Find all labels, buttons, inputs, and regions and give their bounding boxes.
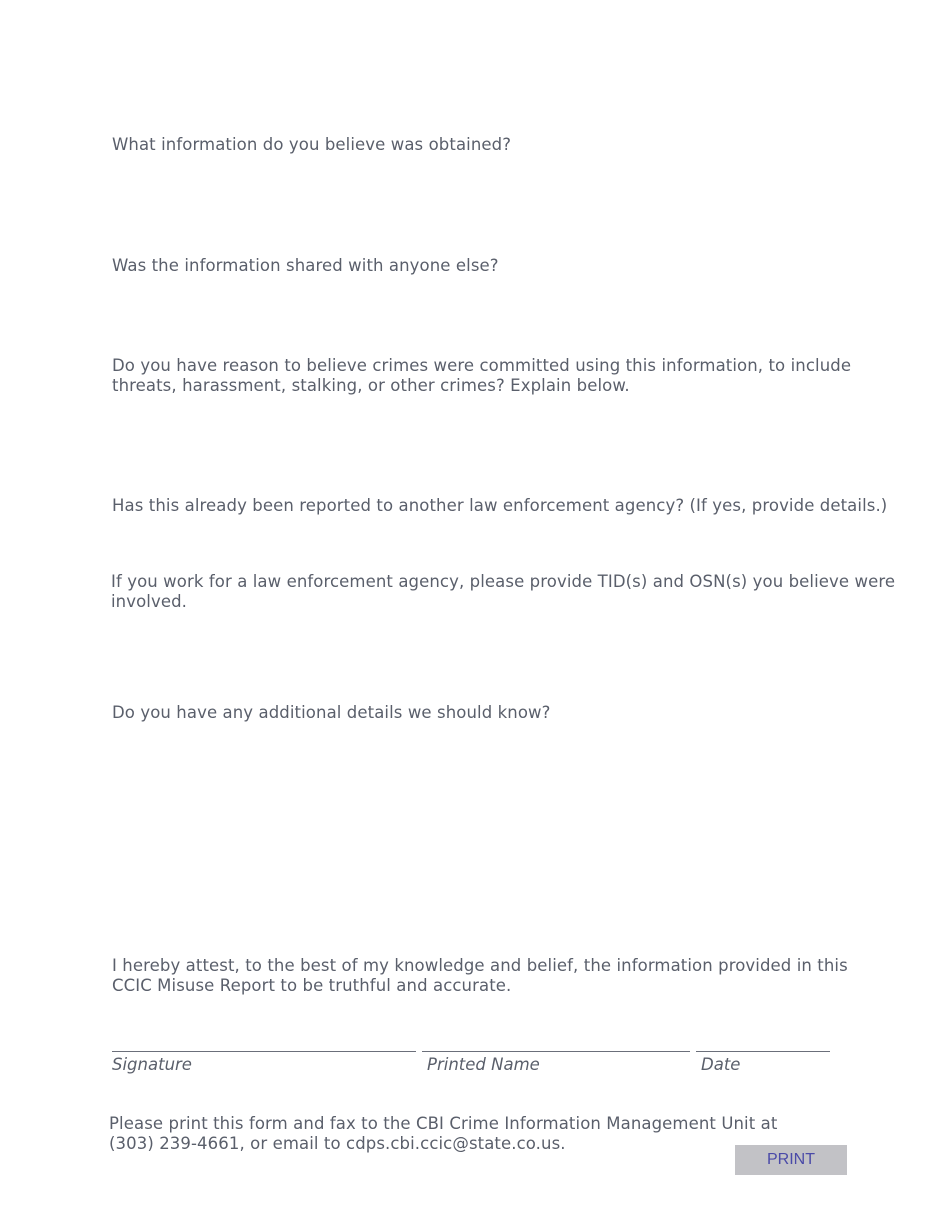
question-info-obtained: What information do you believe was obtained? (112, 135, 512, 154)
question-already-reported: Has this already been reported to another law enforcement agency? (If yes, provide details.) (112, 496, 888, 515)
date-label: Date (701, 1055, 741, 1074)
attestation-text: I hereby attest, to the best of my knowledge and belief, the information provided in this CCIC Misuse Report to be truthful and accurate. (112, 956, 848, 995)
question-crimes-committed: Do you have reason to believe crimes were committed using this information, to include threats, harassment, stalking, or other crimes? Explain below. (112, 356, 852, 395)
answer-tid-osn-field[interactable] (110, 617, 840, 697)
answer-already-reported-field[interactable] (110, 521, 840, 571)
answer-crimes-committed-field[interactable] (110, 401, 840, 491)
answer-info-obtained-field[interactable] (110, 160, 840, 250)
signature-line[interactable] (112, 1051, 416, 1052)
answer-additional-details-field[interactable] (110, 728, 840, 948)
print-button[interactable]: PRINT (735, 1145, 847, 1175)
answer-info-shared-field[interactable] (110, 281, 840, 351)
question-info-shared: Was the information shared with anyone else? (112, 256, 499, 275)
question-additional-details: Do you have any additional details we should know? (112, 703, 551, 722)
question-tid-osn: If you work for a law enforcement agency, please provide TID(s) and OSN(s) you believe were involved. (111, 572, 896, 611)
printed-name-line[interactable] (422, 1051, 690, 1052)
printed-name-label: Printed Name (427, 1055, 540, 1074)
date-line[interactable] (696, 1051, 830, 1052)
signature-label: Signature (112, 1055, 192, 1074)
submission-instructions: Please print this form and fax to the CBI Crime Information Management Unit at (303) 239-4661, or email to cdps.cbi.ccic@state.co.us. (109, 1114, 778, 1153)
